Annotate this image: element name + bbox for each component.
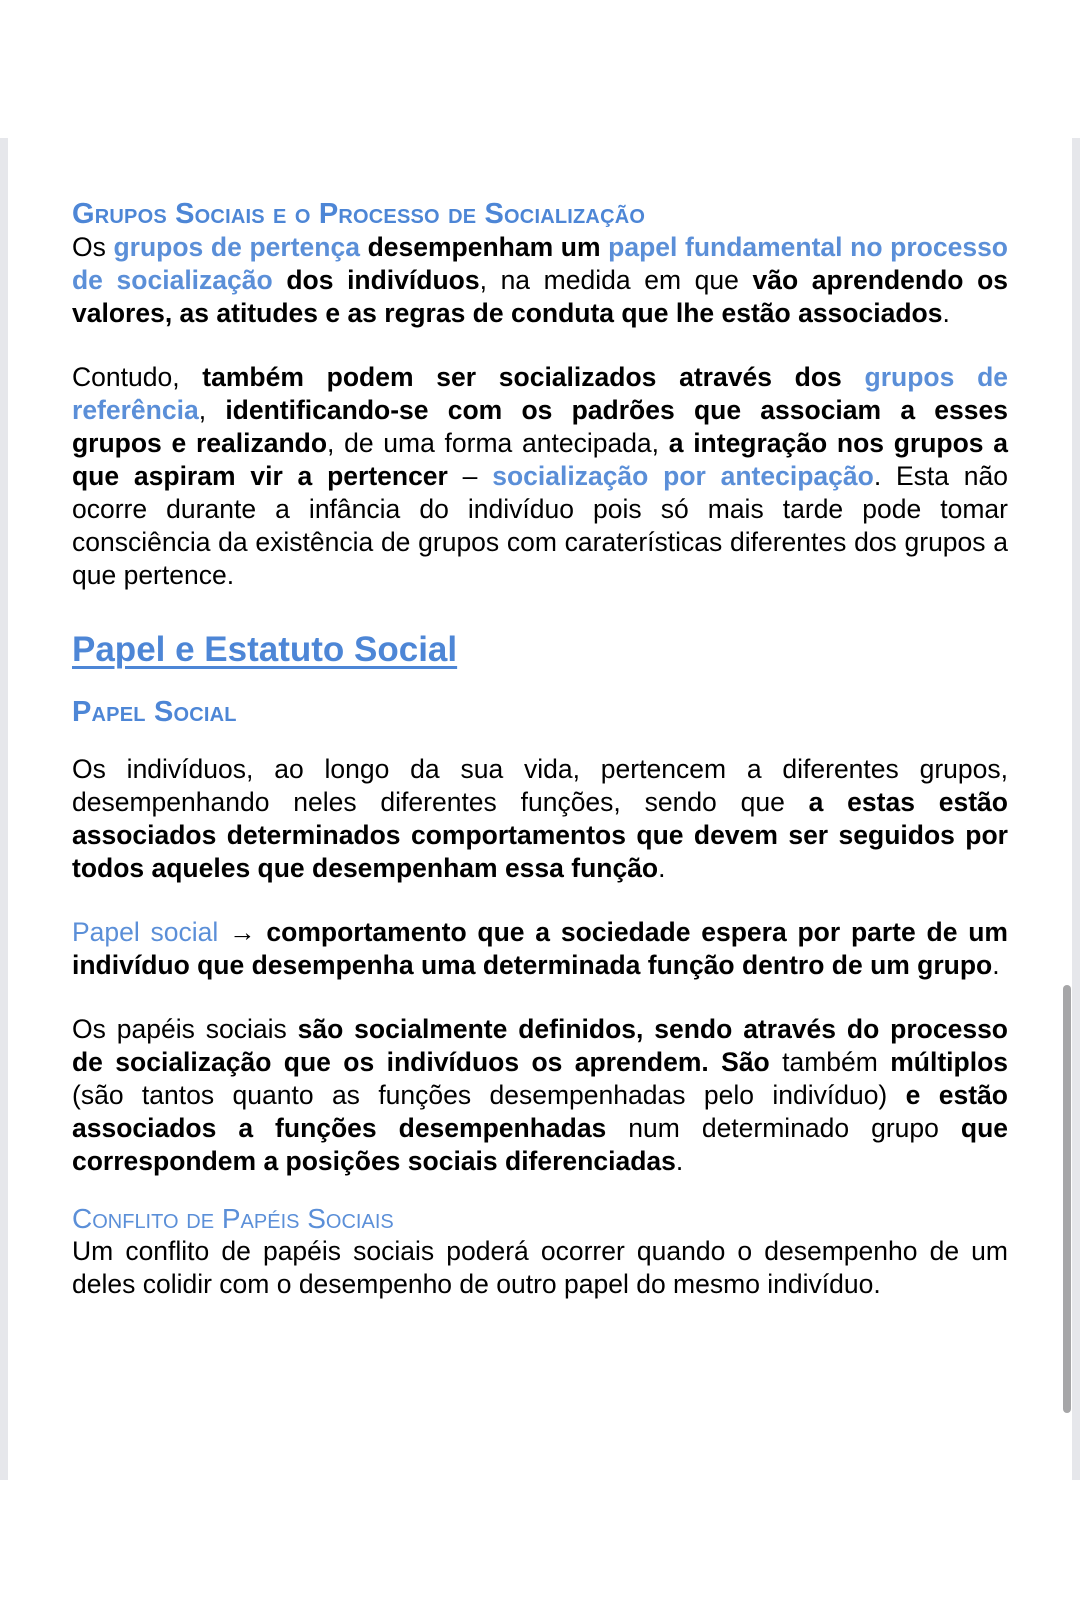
keyword-socializacao-por-antecipacao: socialização por antecipação [492,461,874,491]
text-run: – [447,461,493,491]
text-run: , na medida em que [479,265,753,295]
bold-run: dos indivíduos [272,265,480,295]
text-run: . [658,853,666,883]
text-run: . [992,950,1000,980]
bold-run: múltiplos [890,1047,1008,1077]
document-page [72,198,1008,1301]
text-run: também [769,1047,891,1077]
text-run: Contudo, [72,362,203,392]
bold-run: a integração nos grupos a que aspiram vir a pertencer [72,428,1008,491]
bold-run: também podem ser socializados através dos [202,362,865,392]
text-run: . Esta não ocorre durante a infância do indivíduo pois só mais tarde pode tomar consciência da existência de grupos com caraterísticas diferentes dos grupos a que pertence. [72,461,1009,590]
bold-run: que correspondem a posições sociais diferenciadas [72,1113,1009,1176]
keyword-grupos-de-pertenca: grupos de pertença [113,232,360,262]
page-edge-left [0,138,8,1480]
heading-papel-e-estatuto-social[interactable]: Papel e Estatuto Social [72,630,458,669]
heading-conflito-de-papeis-sociais: Conflito de Papéis Sociais [72,1203,394,1234]
heading-grupos-sociais: Grupos Sociais e o Processo de Socialização [72,198,646,230]
text-run: Um conflito de papéis sociais poderá ocorrer quando o desempenho de um deles colidir com o desempenho de outro papel do mesmo indivíduo. [72,1236,1008,1299]
paragraph-grupos-de-referencia [72,361,1008,592]
paragraph-grupos-de-pertenca [72,231,1008,330]
bold-run: a estas estão associados determinados comportamentos que devem ser seguidos por todos aqueles que desempenham essa função [72,787,1008,883]
arrow-right-icon: → [218,917,267,947]
text-run: . [942,298,950,328]
paragraph-conflito [72,1235,1008,1301]
bold-run: comportamento que a sociedade espera por parte de um indivíduo que desempenha uma determinada função dentro de um grupo [72,917,1008,980]
paragraph-papel-social-definition [72,916,1008,982]
keyword-papel-social: Papel social [72,917,219,947]
bold-run: vão aprendendo os valores, as atitudes e as regras de conduta que lhe estão associados [72,265,1008,328]
text-run: , de uma forma antecipada, [327,428,669,458]
vertical-scrollbar-thumb[interactable] [1063,985,1071,1413]
paragraph-papeis-sociais [72,1013,1008,1178]
bold-run: são socialmente definidos, sendo através do processo de socialização que os indivíduos os aprendem. São [72,1014,1008,1077]
text-run: . [675,1146,684,1176]
text-run: Os papéis sociais [72,1014,298,1044]
bold-run: e estão associados a funções desempenhadas [72,1080,1008,1143]
text-run: Os [72,232,114,262]
bold-run: identificando-se com os padrões que associam a esses grupos e realizando [72,395,1008,458]
keyword-grupos-de-referencia: grupos de referência [72,362,1008,425]
text-run: (são tantos quanto as funções desempenhadas pelo indivíduo) [72,1080,906,1110]
text-run: Os indivíduos, ao longo da sua vida, pertencem a diferentes grupos, desempenhando neles diferentes funções, sendo que [72,754,1008,817]
heading-papel-social: Papel Social [72,696,237,728]
text-run: , [198,395,226,425]
document-viewer [0,138,1080,1480]
paragraph-individuos-grupos [72,753,1008,885]
page-edge-right [1072,138,1080,1480]
text-run: num determinado grupo [606,1113,961,1143]
bold-run: desempenham um [359,232,609,262]
keyword-papel-fundamental: papel fundamental no processo de socialização [72,232,1008,295]
